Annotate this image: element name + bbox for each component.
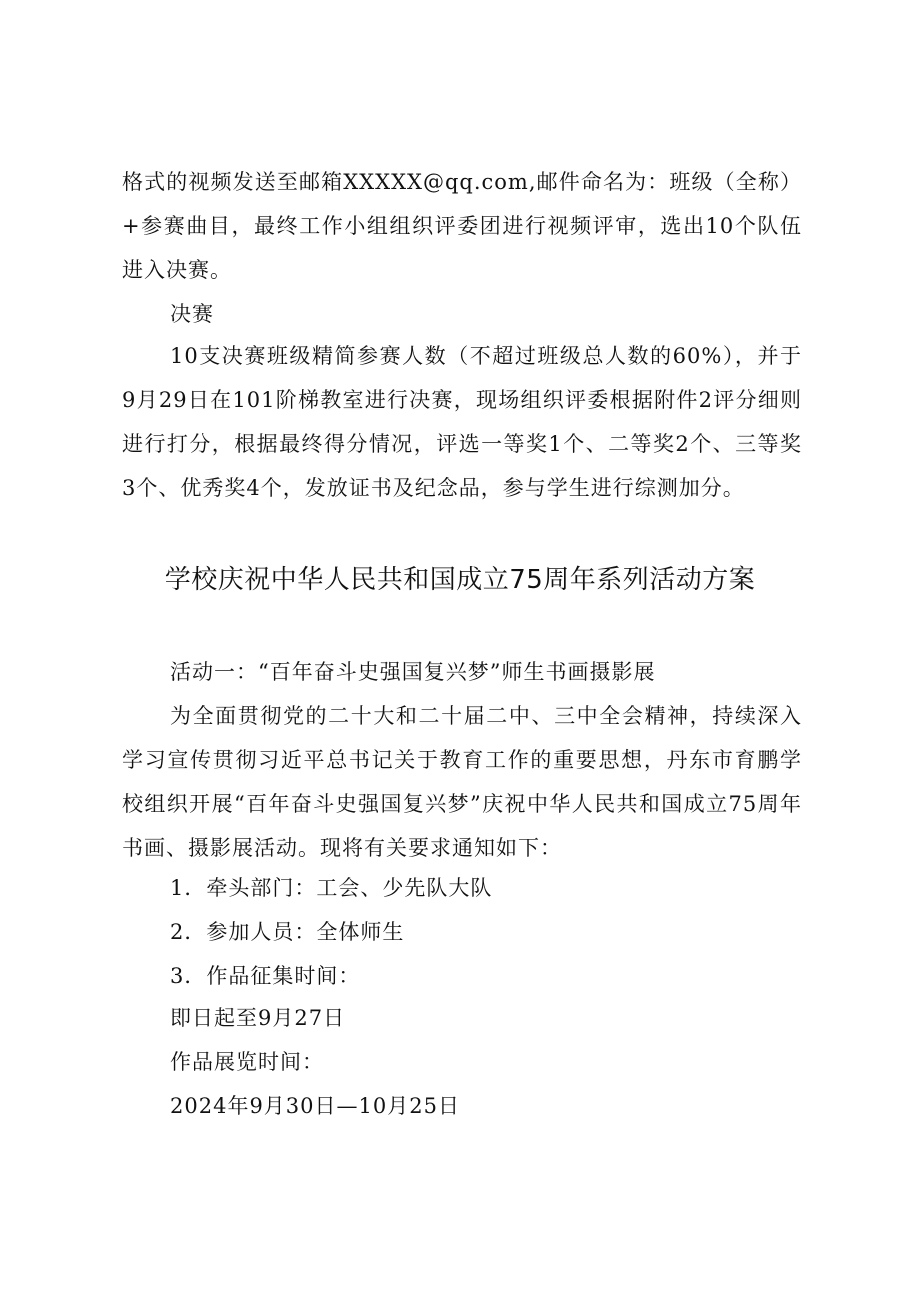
exhibit-time-value: 2024年9月30日—10月25日 [170,1094,460,1118]
item-collection-time: 3．作品征集时间： [170,964,361,988]
heading-final-round: 决赛 [170,302,214,326]
item-participants: 2．参加人员：全体师生 [170,920,405,944]
document-title: 学校庆祝中华人民共和国成立75周年系列活动方案 [164,565,756,595]
collection-time-value: 即日起至9月27日 [170,1006,346,1030]
exhibit-time-label: 作品展览时间： [170,1050,324,1074]
paragraph-submission-rules: 格式的视频发送至邮箱XXXXX@qq.com,邮件命名为：班级（全称）+参赛曲目，最终工作小组组织评委团进行视频评审，选出10个队伍进入决赛。 [122,170,802,282]
paragraph-final-round: 10支决赛班级精简参赛人数（不超过班级总人数的60%），并于9月29日在101阶梯教室进行决赛，现场组织评委根据附件2评分细则进行打分，根据最终得分情况，评选一等奖1个、二等奖2个、三等奖3个、优秀奖4个，发放证书及纪念品，参与学生进行综测加分。 [122,344,802,500]
activity-one-heading: 活动一：“百年奋斗史强国复兴梦”师生书画摄影展 [170,660,656,684]
item-lead-department: 1．牵头部门：工会、少先队大队 [170,876,493,900]
paragraph-activity-one: 为全面贯彻党的二十大和二十届二中、三中全会精神，持续深入学习宣传贯彻习近平总书记关于教育工作的重要思想，丹东市育鹏学校组织开展“百年奋斗史强国复兴梦”庆祝中华人民共和国成立75周年书画、摄影展活动。现将有关要求通知如下： [122,704,802,860]
